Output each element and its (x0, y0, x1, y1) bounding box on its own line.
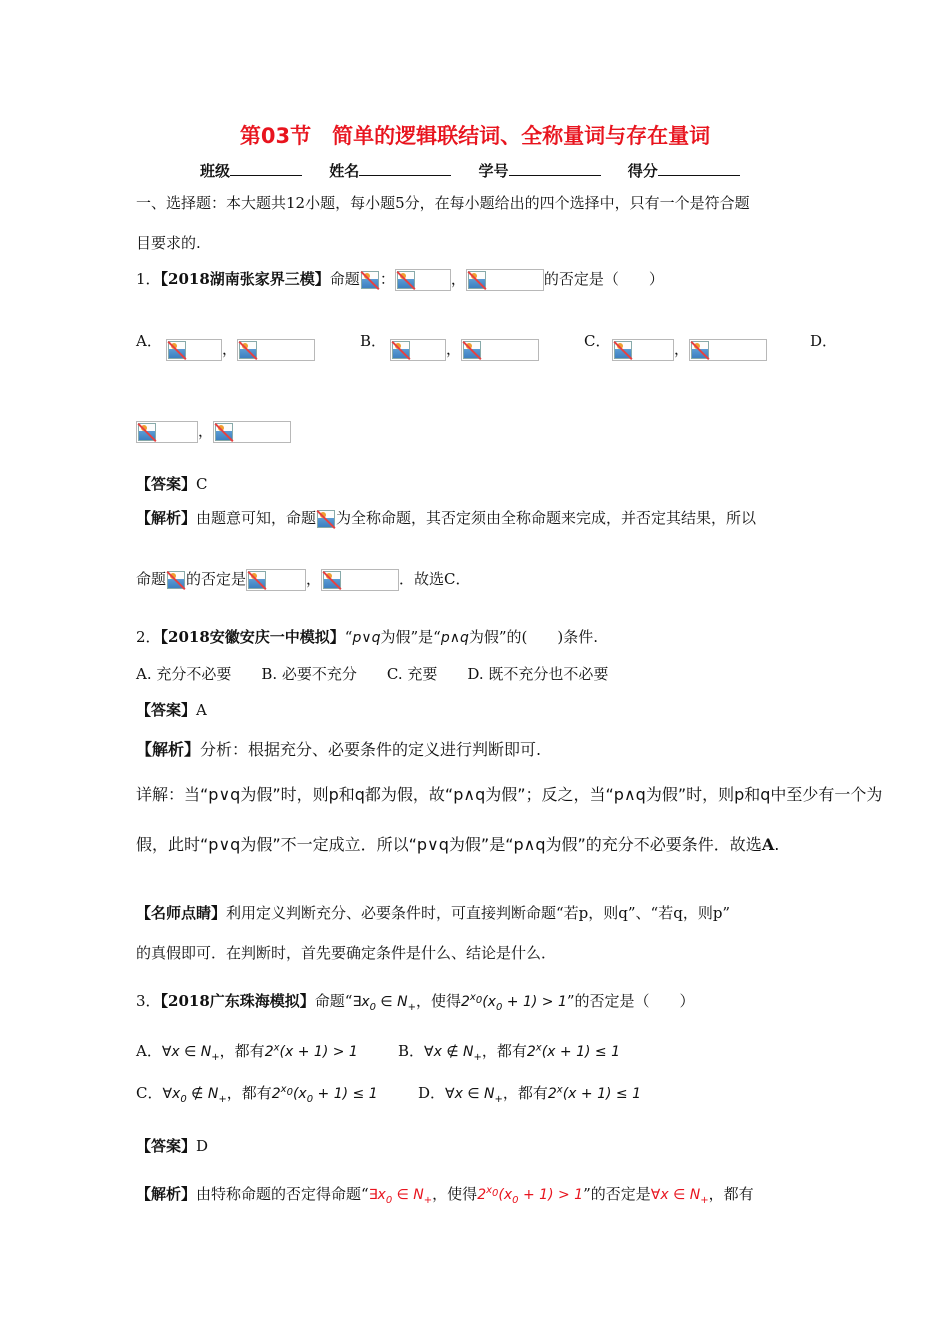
field-label-number: 学号 (478, 162, 509, 180)
broken-image-icon (614, 341, 632, 359)
broken-image-icon (167, 571, 185, 589)
formula-image-frame (466, 269, 544, 291)
q3-option-c[interactable]: C．$\forall x_0$ ∉ $N_+$，都有$2^{x_0}(x_0 + 1) \le 1$ (136, 1084, 378, 1105)
broken-image-icon (397, 271, 415, 289)
formula-image-frame (321, 569, 399, 591)
formula: $2^x(x + 1) \le 1$ (526, 1042, 621, 1060)
formula: $2^x(x + 1) > 1$ (264, 1042, 358, 1060)
section-instructions-line1: 一、选择题：本大题共12小题，每小题5分，在每小题给出的四个选择中，只有一个是符合题 (136, 194, 750, 212)
formula-image-frame (395, 269, 451, 291)
q2-analysis-line1: 【解析】分析：根据充分、必要条件的定义进行判断即可. (136, 740, 542, 759)
q1-answer: 【答案】C (136, 475, 208, 493)
q2-tip-line1: 【名师点睛】利用定义判断充分、必要条件时，可直接判断命题“若p，则q”、“若q，则p” (136, 904, 731, 922)
formula: ∀x ∉ $N_+$ (424, 1044, 482, 1063)
q3-option-d[interactable]: D．∀x ∈ $N_+$，都有$2^x(x + 1) \le 1$ (418, 1084, 642, 1105)
field-label-score: 得分 (627, 162, 658, 180)
broken-image-icon (691, 341, 709, 359)
formula: $2^x(x + 1) \le 1$ (547, 1084, 642, 1102)
q1-analysis-line1: 【解析】由题意可知，命题 为全称命题，其否定须由全称命题来完成，并否定其结果，所以 (136, 507, 756, 528)
formula: ∀x ∈ $N_+$ (161, 1044, 220, 1063)
broken-image-icon (361, 271, 379, 289)
q1-option-d[interactable]: ， (136, 420, 291, 443)
q1-option-a-label: A． (136, 332, 162, 350)
q2-stem: 2．【2018安徽安庆一中模拟】“p∨q为假”是“p∧q为假”的( )条件. (136, 628, 599, 646)
q3-answer: 【答案】D (136, 1137, 209, 1155)
formula-image-frame (136, 421, 198, 443)
broken-image-icon (138, 423, 156, 441)
formula: ∀x ∈ $N_+$ (650, 1187, 709, 1206)
q2-detail-line1: 详解：当“p∨q为假”时，则p和q都为假，故“p∧q为假”；反之，当“p∧q为假”时，则p和q中至少有一个为 (136, 785, 883, 804)
formula: $2^{x_0}(x_0 + 1) > 1$ (460, 992, 567, 1013)
q2-detail-line2: 假，此时“p∨q为假”不一定成立．所以“p∨q为假”是“p∧q为假”的充分不必要条件．故选A. (136, 835, 780, 854)
broken-image-icon (215, 423, 233, 441)
formula: ∀x ∈ $N_+$ (445, 1086, 503, 1105)
broken-image-icon (239, 341, 257, 359)
broken-image-icon (317, 510, 335, 528)
q1-option-a[interactable]: ， (166, 338, 315, 361)
q1-stem: 1．【2018湖南张家界三模】命题 ： ， 的否定是（ ） (136, 268, 664, 291)
formula-image-frame (461, 339, 539, 361)
broken-image-icon (323, 571, 341, 589)
q2-answer: 【答案】A (136, 701, 207, 719)
broken-image-icon (392, 341, 410, 359)
broken-image-icon (468, 271, 486, 289)
formula-image-frame (612, 339, 674, 361)
page-title: 第03节 简单的逻辑联结词、全称量词与存在量词 (239, 124, 711, 148)
q1-option-c-label: C． (584, 332, 611, 350)
q1-option-c[interactable]: ， (612, 338, 767, 361)
q3-analysis: 【解析】由特称命题的否定得命题“$\exists x_0$ ∈ $N_+$，使得$2^{x_0}(x_0 + 1) > 1$”的否定是∀x ∈ $N_+$，都有 (136, 1185, 754, 1206)
q1-option-d-label: D． (810, 332, 838, 350)
field-blank-name[interactable] (359, 161, 451, 176)
broken-image-icon (248, 571, 266, 589)
formula: $\exists x_0$ ∈ $N_+$ (368, 1187, 433, 1206)
q2-options[interactable]: A. 充分不必要 B. 必要不充分 C. 充要 D. 既不充分也不必要 (136, 665, 609, 683)
q1-analysis-line2: 命题 的否定是 ， ．故选C． (136, 568, 471, 591)
field-blank-score[interactable] (658, 161, 740, 176)
broken-image-icon (463, 341, 481, 359)
student-info-row (200, 160, 762, 181)
q2-tip-line2: 的真假即可．在判断时，首先要确定条件是什么、结论是什么． (136, 944, 557, 962)
formula: $2^{x_0}(x_0 + 1) > 1$ (477, 1185, 584, 1206)
q3-option-a[interactable]: A．∀x ∈ $N_+$，都有$2^x(x + 1) > 1$ (136, 1042, 358, 1063)
field-blank-number[interactable] (509, 161, 601, 176)
section-instructions-line2: 目要求的. (136, 234, 201, 252)
formula-image-frame (213, 421, 291, 443)
formula: $\forall x_0$ ∉ $N_+$ (162, 1086, 227, 1105)
formula-image-frame (166, 339, 222, 361)
formula-image-frame (246, 569, 306, 591)
field-label-name: 姓名 (329, 162, 360, 180)
field-blank-class[interactable] (230, 161, 302, 176)
broken-image-icon (168, 341, 186, 359)
formula-image-frame (390, 339, 446, 361)
formula: $\exists x_0$ ∈ $N_+$ (352, 994, 416, 1013)
formula-image-frame (689, 339, 767, 361)
formula-image-frame (237, 339, 315, 361)
field-label-class: 班级 (200, 162, 231, 180)
q1-option-b[interactable]: ， (390, 338, 539, 361)
q3-option-b[interactable]: B．∀x ∉ $N_+$，都有$2^x(x + 1) \le 1$ (398, 1042, 621, 1063)
q1-option-b-label: B． (360, 332, 387, 350)
formula: $2^{x_0}(x_0 + 1) \le 1$ (271, 1084, 378, 1105)
q3-stem: 3．【2018广东珠海模拟】命题“$\exists x_0$ ∈ $N_+$，使得$2^{x_0}(x_0 + 1) > 1$”的否定是（ ） (136, 992, 695, 1013)
